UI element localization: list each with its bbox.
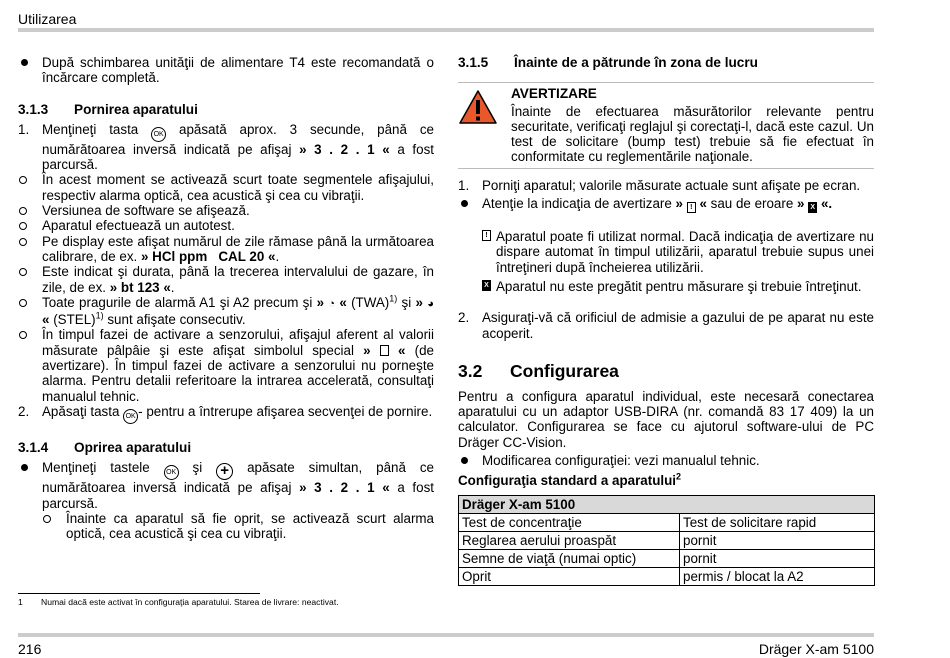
section-heading-3-1-4: 3.1.4 Oprirea aparatului bbox=[18, 439, 192, 455]
warning-title: AVERTIZARE bbox=[511, 86, 597, 102]
left-column bbox=[18, 55, 434, 541]
circle-bullet-icon bbox=[19, 238, 27, 246]
twa-average-icon: ◔ bbox=[328, 297, 336, 310]
intro-bullet: După schimbarea unităţii de alimentare T4 este recomandată o încărcare completă. bbox=[18, 55, 434, 86]
table-row bbox=[459, 567, 875, 585]
section-heading-3-2: 3.2 Configurarea bbox=[458, 360, 619, 381]
stel-clock-icon: ◕ bbox=[427, 297, 434, 310]
config-paragraph: Pentru a configura aparatul individual, este necesară conectarea aparatului cu un adaptor USB-DIRA (nr. comandă 83 17 409) la un calculator. Configurarea se face cu ajutorul software-ului de PC Dräger CC-Vision. bbox=[458, 388, 874, 450]
startup-sub-6: Toate pragurile de alarmă A1 şi A2 precum şi » ◔ « (TWA)$^{1)}$ şi » ◕ « (STEL)$^{1)}$ sunt afişate consecutiv. bbox=[18, 295, 434, 328]
circle-bullet-icon bbox=[19, 222, 27, 230]
bullet-icon bbox=[21, 59, 28, 66]
circle-bullet-icon bbox=[43, 515, 51, 523]
startup-sub-7: În timpul fazei de activare a senzorului, afişajul aferent al valorii măsurate pâlpâie şi este afişat simbolul special » « (de avertizare). În timpul fazei de activare a senzorului nu porneşte alarma. Pentru detalii referitoare la intrarea accelerată, consultaţi manualul tehnic. bbox=[18, 327, 434, 403]
note-warning: ! Aparatul poate fi utilizat normal. Dacă indicaţia de avertizare nu dispare automat în timpul utilizării, aparatul trebuie supus unei întreţineri după încheierea utilizării. bbox=[458, 229, 874, 275]
error-symbol-icon: X bbox=[808, 202, 817, 213]
table-row bbox=[459, 513, 875, 531]
circle-bullet-icon bbox=[19, 299, 27, 307]
work-step-2: 2. Asiguraţi-vă că orificiul de admisie a gazului de pe aparat nu este acoperit. bbox=[458, 310, 874, 341]
shutdown-sub-1: Înainte ca aparatul să fie oprit, se activează scurt alarma optică, cea acustică şi cea cu vibraţii. bbox=[42, 511, 434, 542]
footer-rule bbox=[18, 633, 874, 637]
startup-sub-1: În acest moment se activează scurt toate segmentele afişajului, respectiv alarma optică, cea acustică şi cea cu vibraţii. bbox=[18, 172, 434, 203]
circle-bullet-icon bbox=[19, 331, 27, 339]
warning-bottom-rule bbox=[458, 168, 874, 169]
ok-key-icon: OK bbox=[164, 465, 179, 480]
table-row bbox=[459, 531, 875, 549]
page-header: Utilizarea bbox=[18, 11, 77, 27]
error-symbol-icon: X bbox=[482, 280, 491, 291]
table-cell: pornit bbox=[680, 531, 875, 549]
header-rule bbox=[18, 28, 874, 32]
table-cell: Semne de viaţă (numai optic) bbox=[459, 549, 680, 567]
startup-sub-3: Aparatul efectuează un autotest. bbox=[18, 218, 434, 233]
warning-triangle-icon bbox=[458, 89, 498, 125]
warning-text: Înainte de efectuarea măsurătorilor relevante pentru securitate, verificaţi reglajul şi corectaţi-l, dacă este cazul. Un test de solicitare (bump test) trebuie să fie efectuat în conformitate cu reglementările naţionale. bbox=[511, 103, 874, 165]
footnote: 1 Numai dacă este activat în configuraţia aparatului. Starea de livrare: neactivat. bbox=[18, 597, 339, 607]
table-header-row bbox=[459, 495, 875, 513]
warning-symbol-icon: ! bbox=[687, 202, 696, 213]
table-cell: Test de concentraţie bbox=[459, 513, 680, 531]
work-step-1: 1. Porniţi aparatul; valorile măsurate actuale sunt afişate pe ecran. bbox=[458, 177, 861, 193]
section-heading-3-1-3: 3.1.3 Pornirea aparatului bbox=[18, 101, 198, 117]
warning-symbol-icon: ! bbox=[482, 230, 491, 241]
table-cell: Oprit bbox=[459, 567, 680, 585]
bullet-icon bbox=[461, 200, 468, 207]
circle-bullet-icon bbox=[19, 176, 27, 184]
circle-bullet-icon bbox=[19, 207, 27, 215]
plus-key-icon: + bbox=[216, 463, 233, 480]
right-column bbox=[458, 55, 874, 586]
bullet-icon bbox=[461, 457, 468, 464]
ok-key-icon: OK bbox=[123, 409, 138, 424]
ok-key-icon: OK bbox=[151, 127, 166, 142]
footer-product-name: Dräger X-am 5100 bbox=[758, 641, 874, 657]
standard-config-title: Configuraţia standard a aparatului$^2$ bbox=[458, 471, 682, 489]
startup-step-2: 2. Apăsaţi tasta OK - pentru a întrerupe afişarea secvenţei de pornire. bbox=[18, 404, 434, 424]
warning-box bbox=[458, 82, 874, 168]
table-header-cell: Dräger X-am 5100 bbox=[459, 495, 875, 513]
bullet-icon bbox=[21, 464, 28, 471]
circle-bullet-icon bbox=[19, 268, 27, 276]
table-cell: Test de solicitare rapid bbox=[680, 513, 875, 531]
config-bullet: Modificarea configuraţiei: vezi manualul tehnic. bbox=[458, 453, 874, 468]
table-cell: Reglarea aerului proaspăt bbox=[459, 531, 680, 549]
standard-config-table bbox=[458, 495, 875, 586]
table-cell: pornit bbox=[680, 549, 875, 567]
special-warning-symbol-icon bbox=[380, 345, 389, 356]
startup-sub-2: Versiunea de software se afişează. bbox=[18, 203, 434, 218]
shutdown-bullet: Menţineţi tastele OK şi + apăsate simultan, până ce numărătoarea inversă indicată pe afişaj » 3 . 2 . 1 « a fost parcursă. bbox=[18, 460, 434, 511]
section-heading-3-1-5: 3.1.5 Înainte de a pătrunde în zona de lucru bbox=[458, 55, 758, 70]
work-bullet: Atenţie la indicaţia de avertizare » ! « sau de eroare » X «. bbox=[458, 196, 874, 213]
page-number: 216 bbox=[18, 641, 42, 657]
table-cell: permis / blocat la A2 bbox=[680, 567, 875, 585]
table-row bbox=[459, 549, 875, 567]
footnote-rule bbox=[18, 593, 260, 594]
note-error: X Aparatul nu este pregătit pentru măsurare şi trebuie întreţinut. bbox=[458, 279, 874, 294]
startup-step-1: 1. Menţineţi tasta OK apăsată aprox. 3 secunde, până ce numărătoarea inversă indicată pe afişaj » 3 . 2 . 1 « a fost parcursă. bbox=[18, 121, 434, 173]
startup-sub-5: Este indicat şi durata, până la trecerea intervalului de gazare, în zile, de ex. » bt 123 «. bbox=[18, 264, 434, 295]
startup-sub-4: Pe display este afişat numărul de zile rămase până la următoarea calibrare, de ex. » HCl ppm CAL 20 «. bbox=[18, 234, 434, 265]
